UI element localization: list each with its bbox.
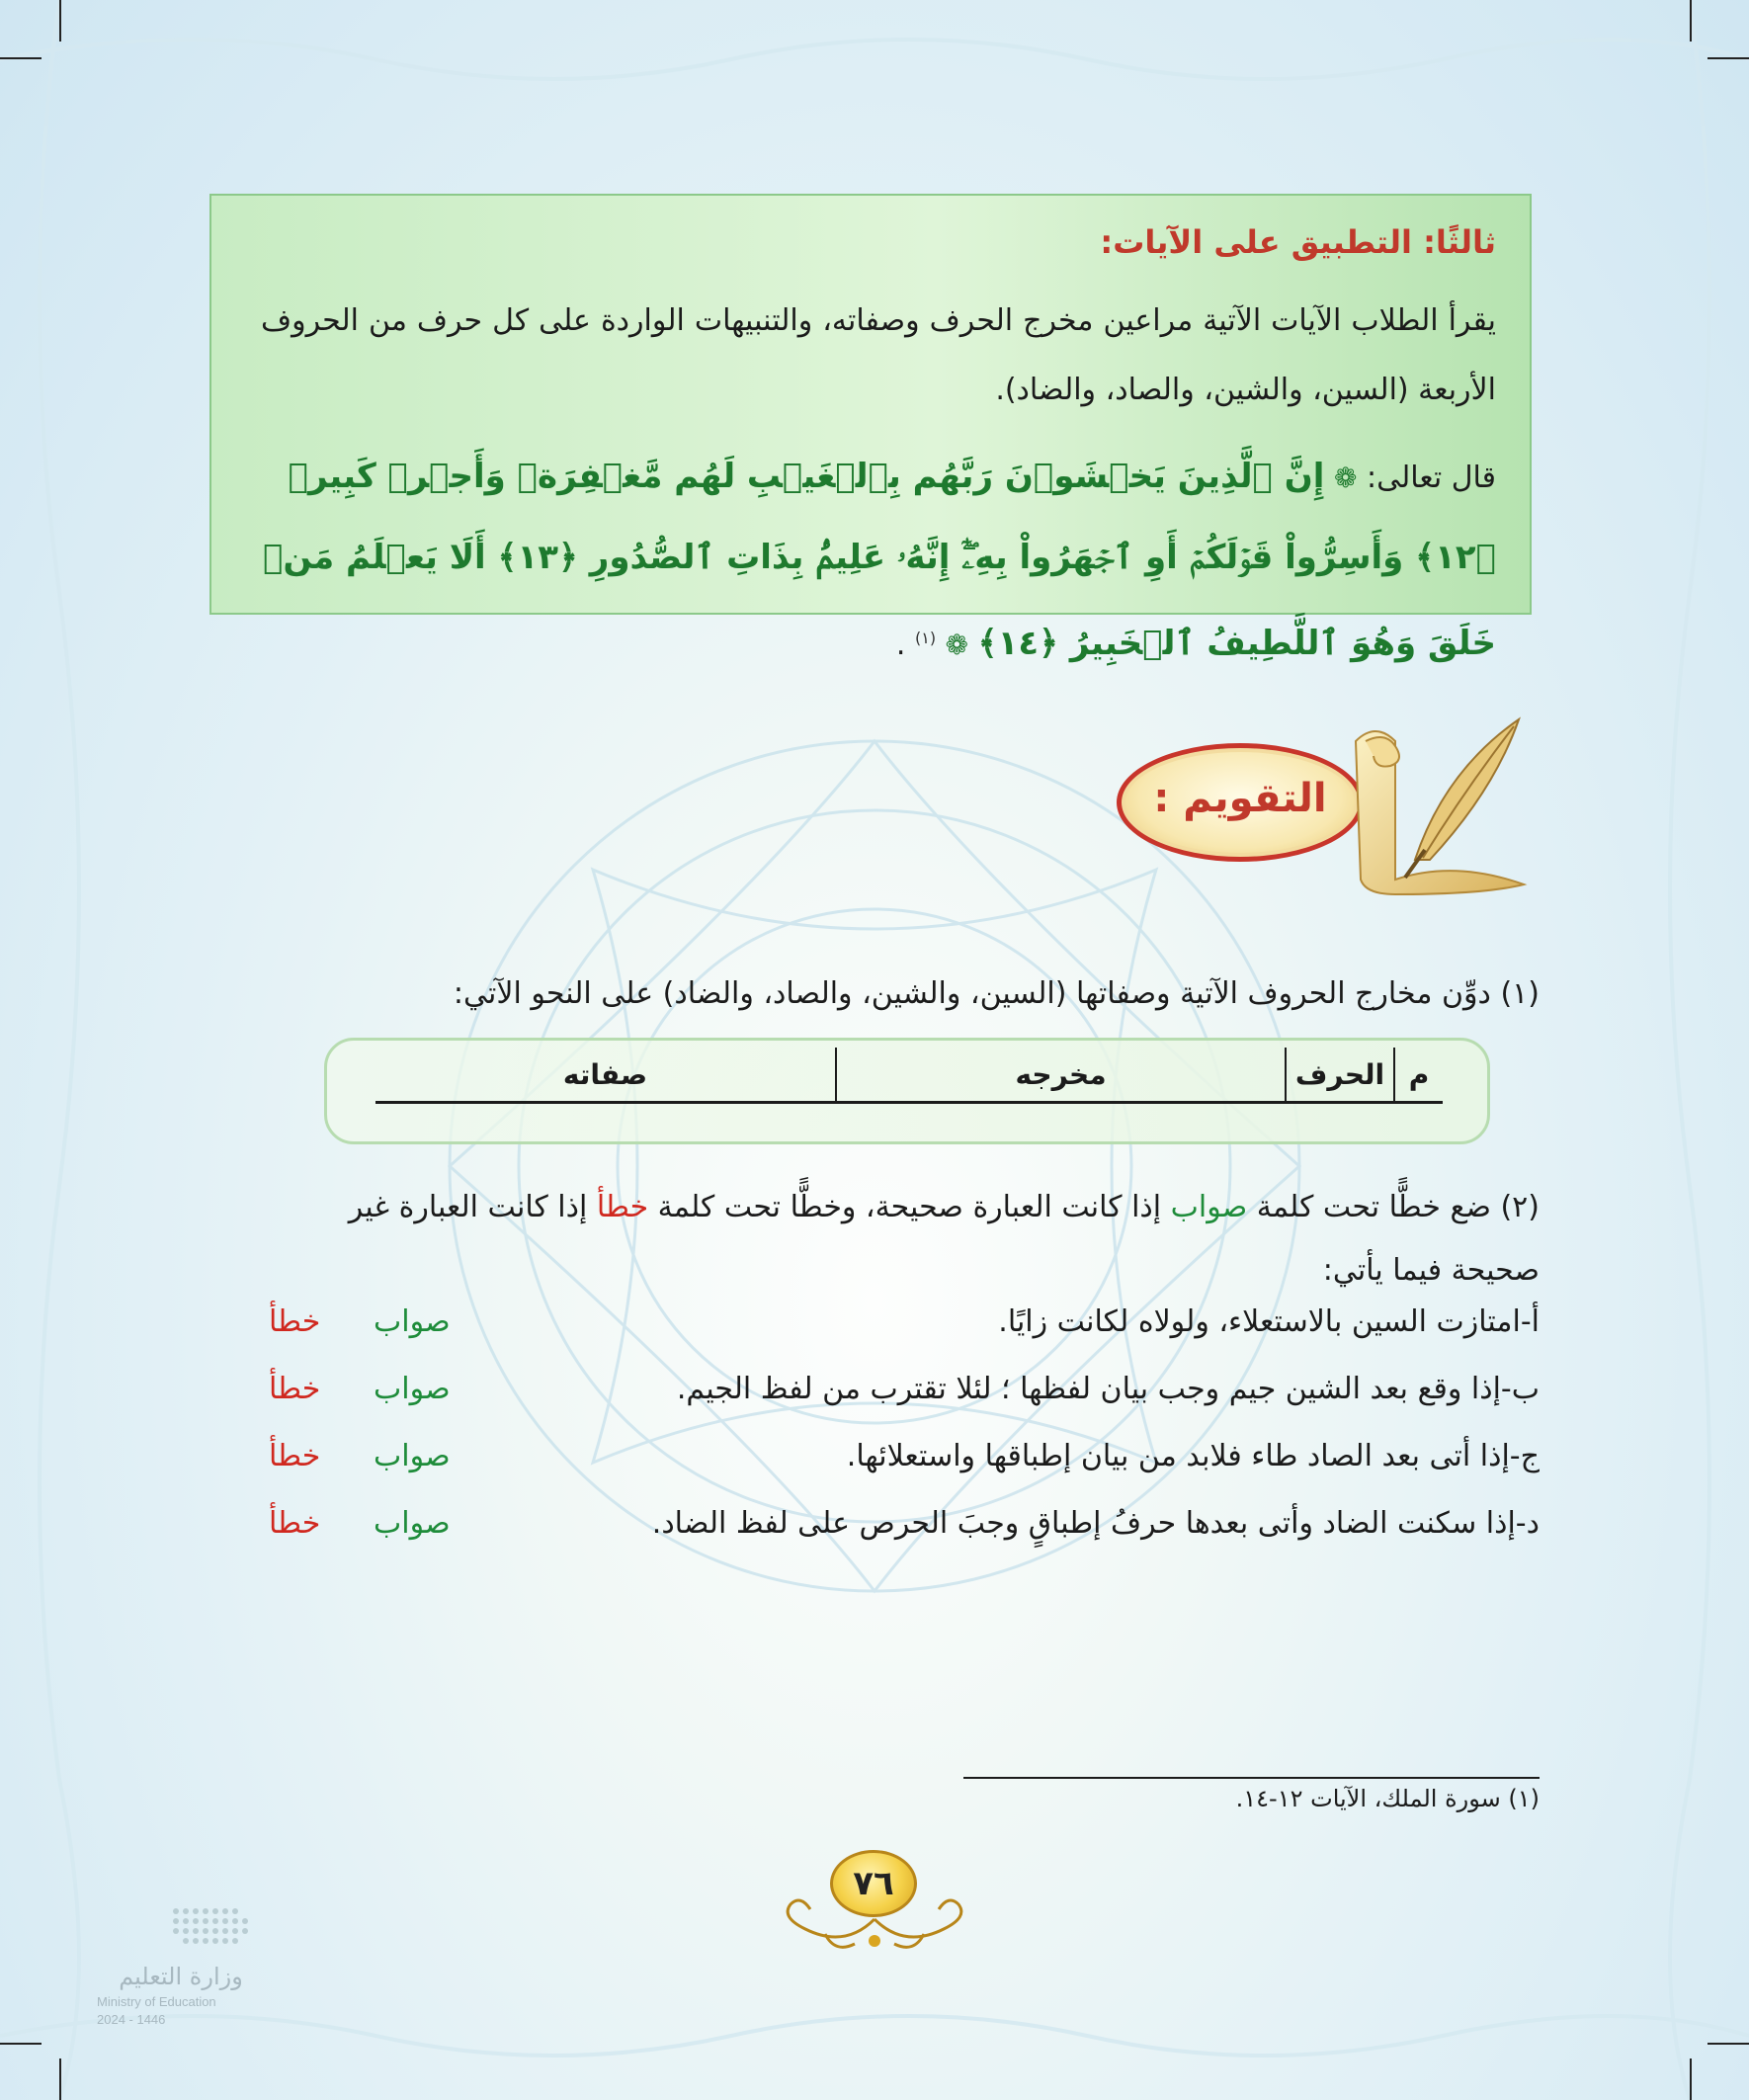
evaluation-title: التقويم : — [1153, 776, 1327, 821]
wrong-option[interactable]: خطأ — [269, 1372, 321, 1406]
question-1: (١) دوِّن مخارج الحروف الآتية وصفاتها (السين، والشين، والصاد، والضاد) على النحو الآتي: — [453, 976, 1540, 1011]
item-statement: د-إذا سكنت الضاد وأتى بعدها حرفُ إطباقٍ وجبَ الحرص على لفظ الضاد. — [651, 1506, 1540, 1541]
ministry-name-en: Ministry of Education — [97, 1994, 216, 2009]
column-attributes: صفاته — [562, 1057, 648, 1091]
q2-part3: إذا كانت العبارة غير صحيحة فيما يأتي: — [348, 1190, 1540, 1288]
verse-intro: قال تعالى: — [1366, 461, 1496, 495]
crop-mark — [1690, 2058, 1692, 2100]
correct-option[interactable]: صواب — [374, 1372, 451, 1406]
q2-part2: إذا كانت العبارة صحيحة، وخطًّا تحت كلمة — [648, 1190, 1171, 1224]
correct-option[interactable]: صواب — [374, 1304, 451, 1339]
crop-mark — [0, 2043, 42, 2045]
wrong-option[interactable]: خطأ — [269, 1304, 321, 1339]
footnote-divider — [963, 1777, 1540, 1779]
page-number-ornament — [766, 1850, 983, 1959]
wrong-option[interactable]: خطأ — [269, 1439, 321, 1473]
crop-mark — [1707, 2043, 1749, 2045]
ministry-name-ar: وزارة التعليم — [119, 1963, 243, 1990]
crop-mark — [59, 2058, 61, 2100]
column-number: م — [1393, 1048, 1443, 1101]
verse-block — [231, 437, 1496, 685]
crop-mark — [59, 0, 61, 42]
item-statement: ب-إذا وقع بعد الشين جيم وجب بيان لفظها ؛ لئلا تقترب من لفظ الجيم. — [676, 1372, 1540, 1406]
footnote-reference: (١) — [915, 629, 937, 647]
column-articulation: مخرجه — [835, 1048, 1285, 1101]
column-letter: الحرف — [1285, 1048, 1393, 1101]
q2-part1: (٢) ضع خطًّا تحت كلمة — [1247, 1190, 1540, 1224]
scroll-quill-icon — [1336, 712, 1534, 899]
wrong-option[interactable]: خطأ — [269, 1506, 321, 1541]
ministry-dots-icon — [97, 1905, 265, 1960]
q2-correct-word: صواب — [1170, 1190, 1248, 1224]
correct-option[interactable]: صواب — [374, 1439, 451, 1473]
crop-mark — [0, 57, 42, 59]
ministry-logo — [97, 1905, 265, 2027]
verse-open-flower-icon: ❁ — [1333, 462, 1358, 494]
footnote: (١) سورة الملك، الآيات ١٢-١٤. — [1235, 1785, 1540, 1812]
question-2 — [255, 1176, 1540, 1302]
true-false-item — [255, 1304, 1540, 1354]
true-false-item — [255, 1439, 1540, 1488]
ministry-year: 2024 - 1446 — [97, 2012, 166, 2027]
evaluation-badge — [1117, 743, 1364, 862]
section-title: ثالثًا: التطبيق على الآيات: — [1100, 223, 1496, 261]
page-number: ٧٦ — [830, 1850, 917, 1917]
application-section — [209, 194, 1532, 663]
item-statement: أ-امتازت السين بالاستعلاء، ولولاه لكانت زايًا. — [998, 1304, 1540, 1339]
answer-table-header — [375, 1048, 1443, 1104]
correct-option[interactable]: صواب — [374, 1506, 451, 1541]
item-statement: ج-إذا أتى بعد الصاد طاء فلابد من بيان إطباقها واستعلائها. — [846, 1439, 1540, 1473]
page-number-flourish-icon — [766, 1890, 983, 1959]
true-false-item — [255, 1506, 1540, 1555]
verse-end-dot: . — [895, 628, 906, 662]
q2-wrong-word: خطأ — [596, 1190, 649, 1224]
verse-close-flower-icon: ❁ — [945, 629, 969, 661]
section-instructions: يقرأ الطلاب الآيات الآتية مراعين مخرج الحرف وصفاته، والتنبيهات الواردة على كل حرف من الحروف الأربعة (السين، والشين، والصاد، والضاد). — [261, 303, 1496, 407]
quran-verse: إِنَّ ٱلَّذِينَ يَخۡشَوۡنَ رَبَّهُم بِٱلۡغَيۡبِ لَهُم مَّغۡفِرَةٞ وَأَجۡرٞ كَبِيرٞ ﴿١٢﴾ وَأَسِرُّواْ قَوۡلَكُمۡ أَوِ ٱجۡهَرُواْ بِهِۦٓۖ إِنَّهُۥ عَلِيمُۢ بِذَاتِ ٱلصُّدُورِ ﴿١٣﴾ أَلَا يَعۡلَمُ مَنۡ خَلَقَ وَهُوَ ٱللَّطِيفُ ٱلۡخَبِيرُ ﴿١٤﴾ — [263, 457, 1496, 663]
true-false-item — [255, 1372, 1540, 1421]
crop-mark — [1690, 0, 1692, 42]
crop-mark — [1707, 57, 1749, 59]
